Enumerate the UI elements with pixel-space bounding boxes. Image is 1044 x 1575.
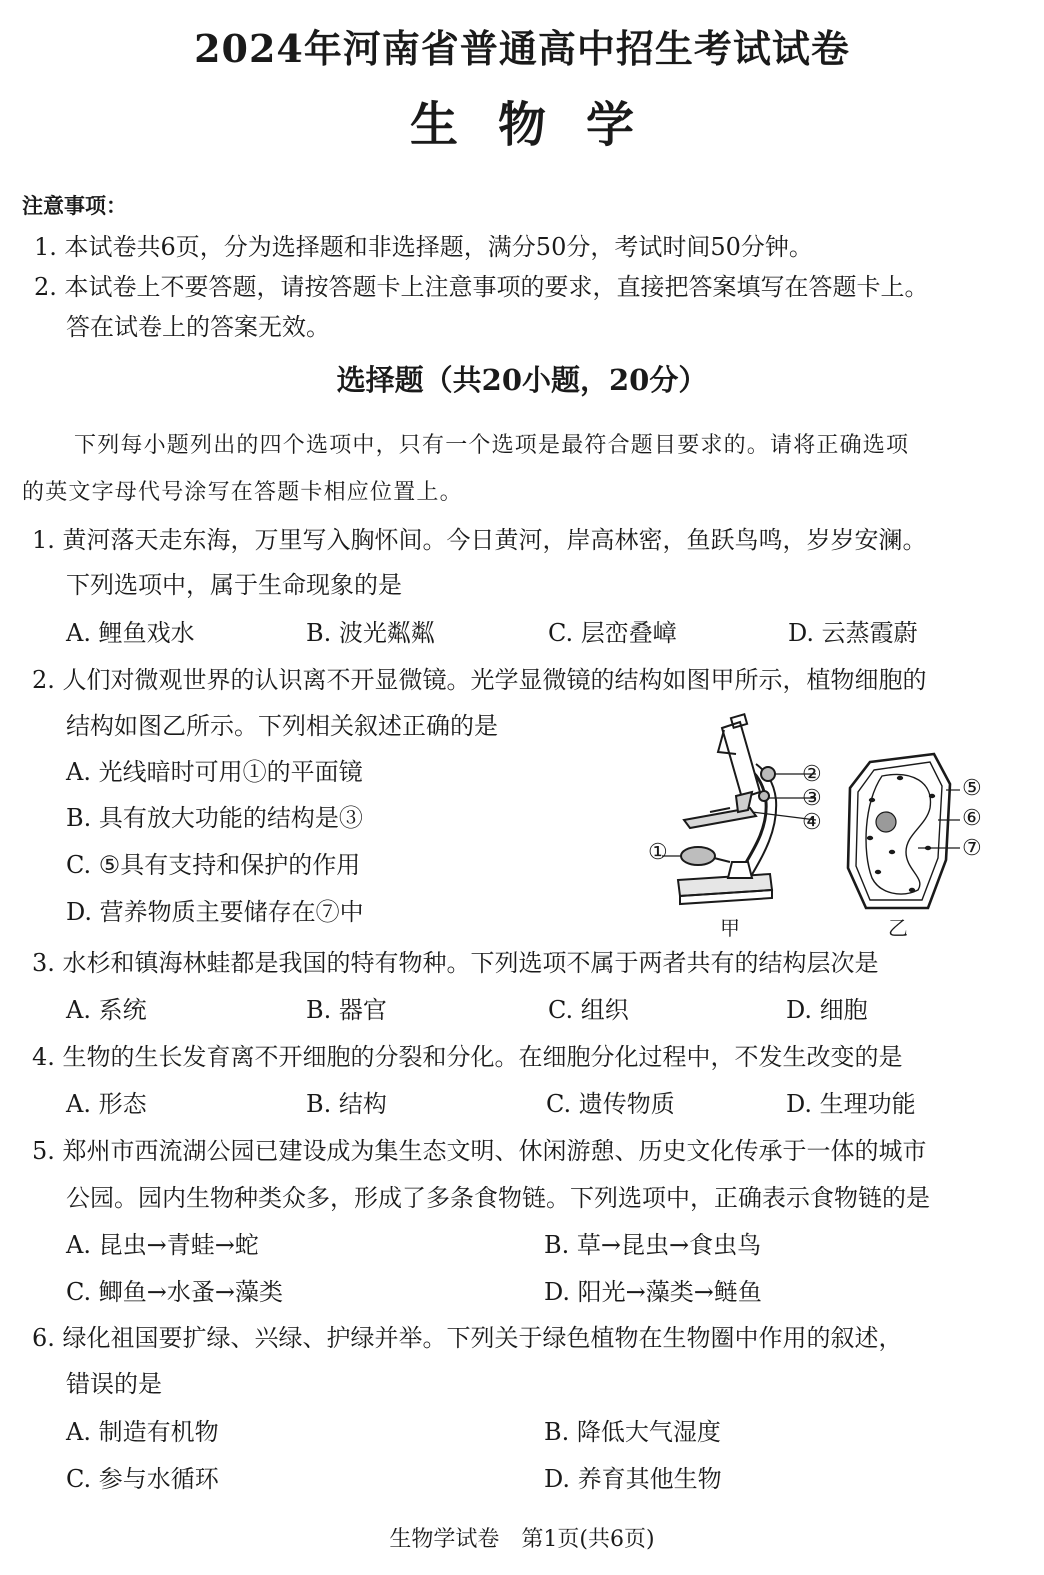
question-2-stem-2: 结构如图乙所示。下列相关叙述正确的是 [66,712,498,740]
question-5-option-d: D. 阳光→藻类→鲢鱼 [544,1278,762,1306]
question-1-option-d: D. 云蒸霞蔚 [788,619,918,647]
notice-heading: 注意事项： [22,193,127,218]
label-4: ④ [802,810,822,835]
label-3: ③ [802,786,822,811]
question-5-stem-2: 公园。园内生物种类众多，形成了多条食物链。下列选项中，正确表示食物链的是 [66,1184,930,1212]
question-5-option-b: B. 草→昆虫→食虫鸟 [544,1231,762,1259]
label-2: ② [802,762,822,787]
question-4-option-a: A. 形态 [66,1090,147,1118]
subject-title: 生物学 [409,97,674,153]
section-title: 选择题（共20小题，20分） [336,363,708,397]
notice-item-2-cont: 答在试卷上的答案无效。 [66,313,330,341]
caption-jia: 甲 [720,916,740,940]
label-5: ⑤ [962,776,982,801]
caption-yi: 乙 [888,916,908,940]
notice-item-2: 2. 本试卷上不要答题，请按答题卡上注意事项的要求，直接把答案填写在答题卡上。 [34,273,929,301]
notice-item-1: 1. 本试卷共6页，分为选择题和非选择题，满分50分，考试时间50分钟。 [34,233,813,261]
question-5-option-c: C. 鲫鱼→水蚤→藻类 [66,1278,283,1306]
label-1: ① [648,840,668,865]
label-6: ⑥ [962,806,982,831]
page-footer: 生物学试卷 第1页(共6页) [389,1527,655,1552]
question-5-stem-1: 5. 郑州市西流湖公园已建设成为集生态文明、休闲游憩、历史文化传承于一体的城市 [32,1137,927,1165]
question-6-option-b: B. 降低大气湿度 [544,1418,721,1446]
question-1-stem-1: 1. 黄河落天走东海，万里写入胸怀间。今日黄河，岸高林密，鱼跃鸟鸣，岁岁安澜。 [32,526,927,554]
question-6-option-d: D. 养育其他生物 [544,1465,722,1493]
plant-cell-figure [842,748,992,918]
question-4-option-c: C. 遗传物质 [546,1090,675,1118]
question-4-option-d: D. 生理功能 [786,1090,916,1118]
question-2-option-a: A. 光线暗时可用①的平面镜 [66,758,363,786]
question-1-option-a: A. 鲤鱼戏水 [66,619,195,647]
question-4-stem: 4. 生物的生长发育离不开细胞的分裂和分化。在细胞分化过程中，不发生改变的是 [32,1043,903,1071]
question-3-option-b: B. 器官 [306,996,387,1024]
paper-title: 2024年河南省普通高中招生考试试卷 [194,26,850,71]
question-2-option-c: C. ⑤具有支持和保护的作用 [66,851,361,879]
question-6-stem-2: 错误的是 [66,1370,162,1398]
section-instruction-1: 下列每小题列出的四个选项中，只有一个选项是最符合题目要求的。请将正确选项 [74,433,910,458]
question-5-option-a: A. 昆虫→青蛙→蛇 [66,1231,259,1259]
question-2-option-b: B. 具有放大功能的结构是③ [66,804,363,832]
question-3-option-a: A. 系统 [66,996,147,1024]
question-1-option-c: C. 层峦叠嶂 [548,619,677,647]
question-1-stem-2: 下列选项中，属于生命现象的是 [66,571,402,599]
question-2-option-d: D. 营养物质主要储存在⑦中 [66,898,364,926]
question-2-stem-1: 2. 人们对微观世界的认识离不开显微镜。光学显微镜的结构如图甲所示，植物细胞的 [32,666,927,694]
question-6-stem-1: 6. 绿化祖国要扩绿、兴绿、护绿并举。下列关于绿色植物在生物圈中作用的叙述， [32,1324,903,1352]
question-1-option-b: B. 波光粼粼 [306,619,435,647]
question-6-option-a: A. 制造有机物 [66,1418,219,1446]
question-6-option-c: C. 参与水循环 [66,1465,219,1493]
section-instruction-2: 的英文字母代号涂写在答题卡相应位置上。 [22,480,463,505]
question-3-option-c: C. 组织 [548,996,629,1024]
question-3-option-d: D. 细胞 [786,996,868,1024]
question-4-option-b: B. 结构 [306,1090,387,1118]
question-3-stem: 3. 水杉和镇海林蛙都是我国的特有物种。下列选项不属于两者共有的结构层次是 [32,949,879,977]
label-7: ⑦ [962,836,982,861]
